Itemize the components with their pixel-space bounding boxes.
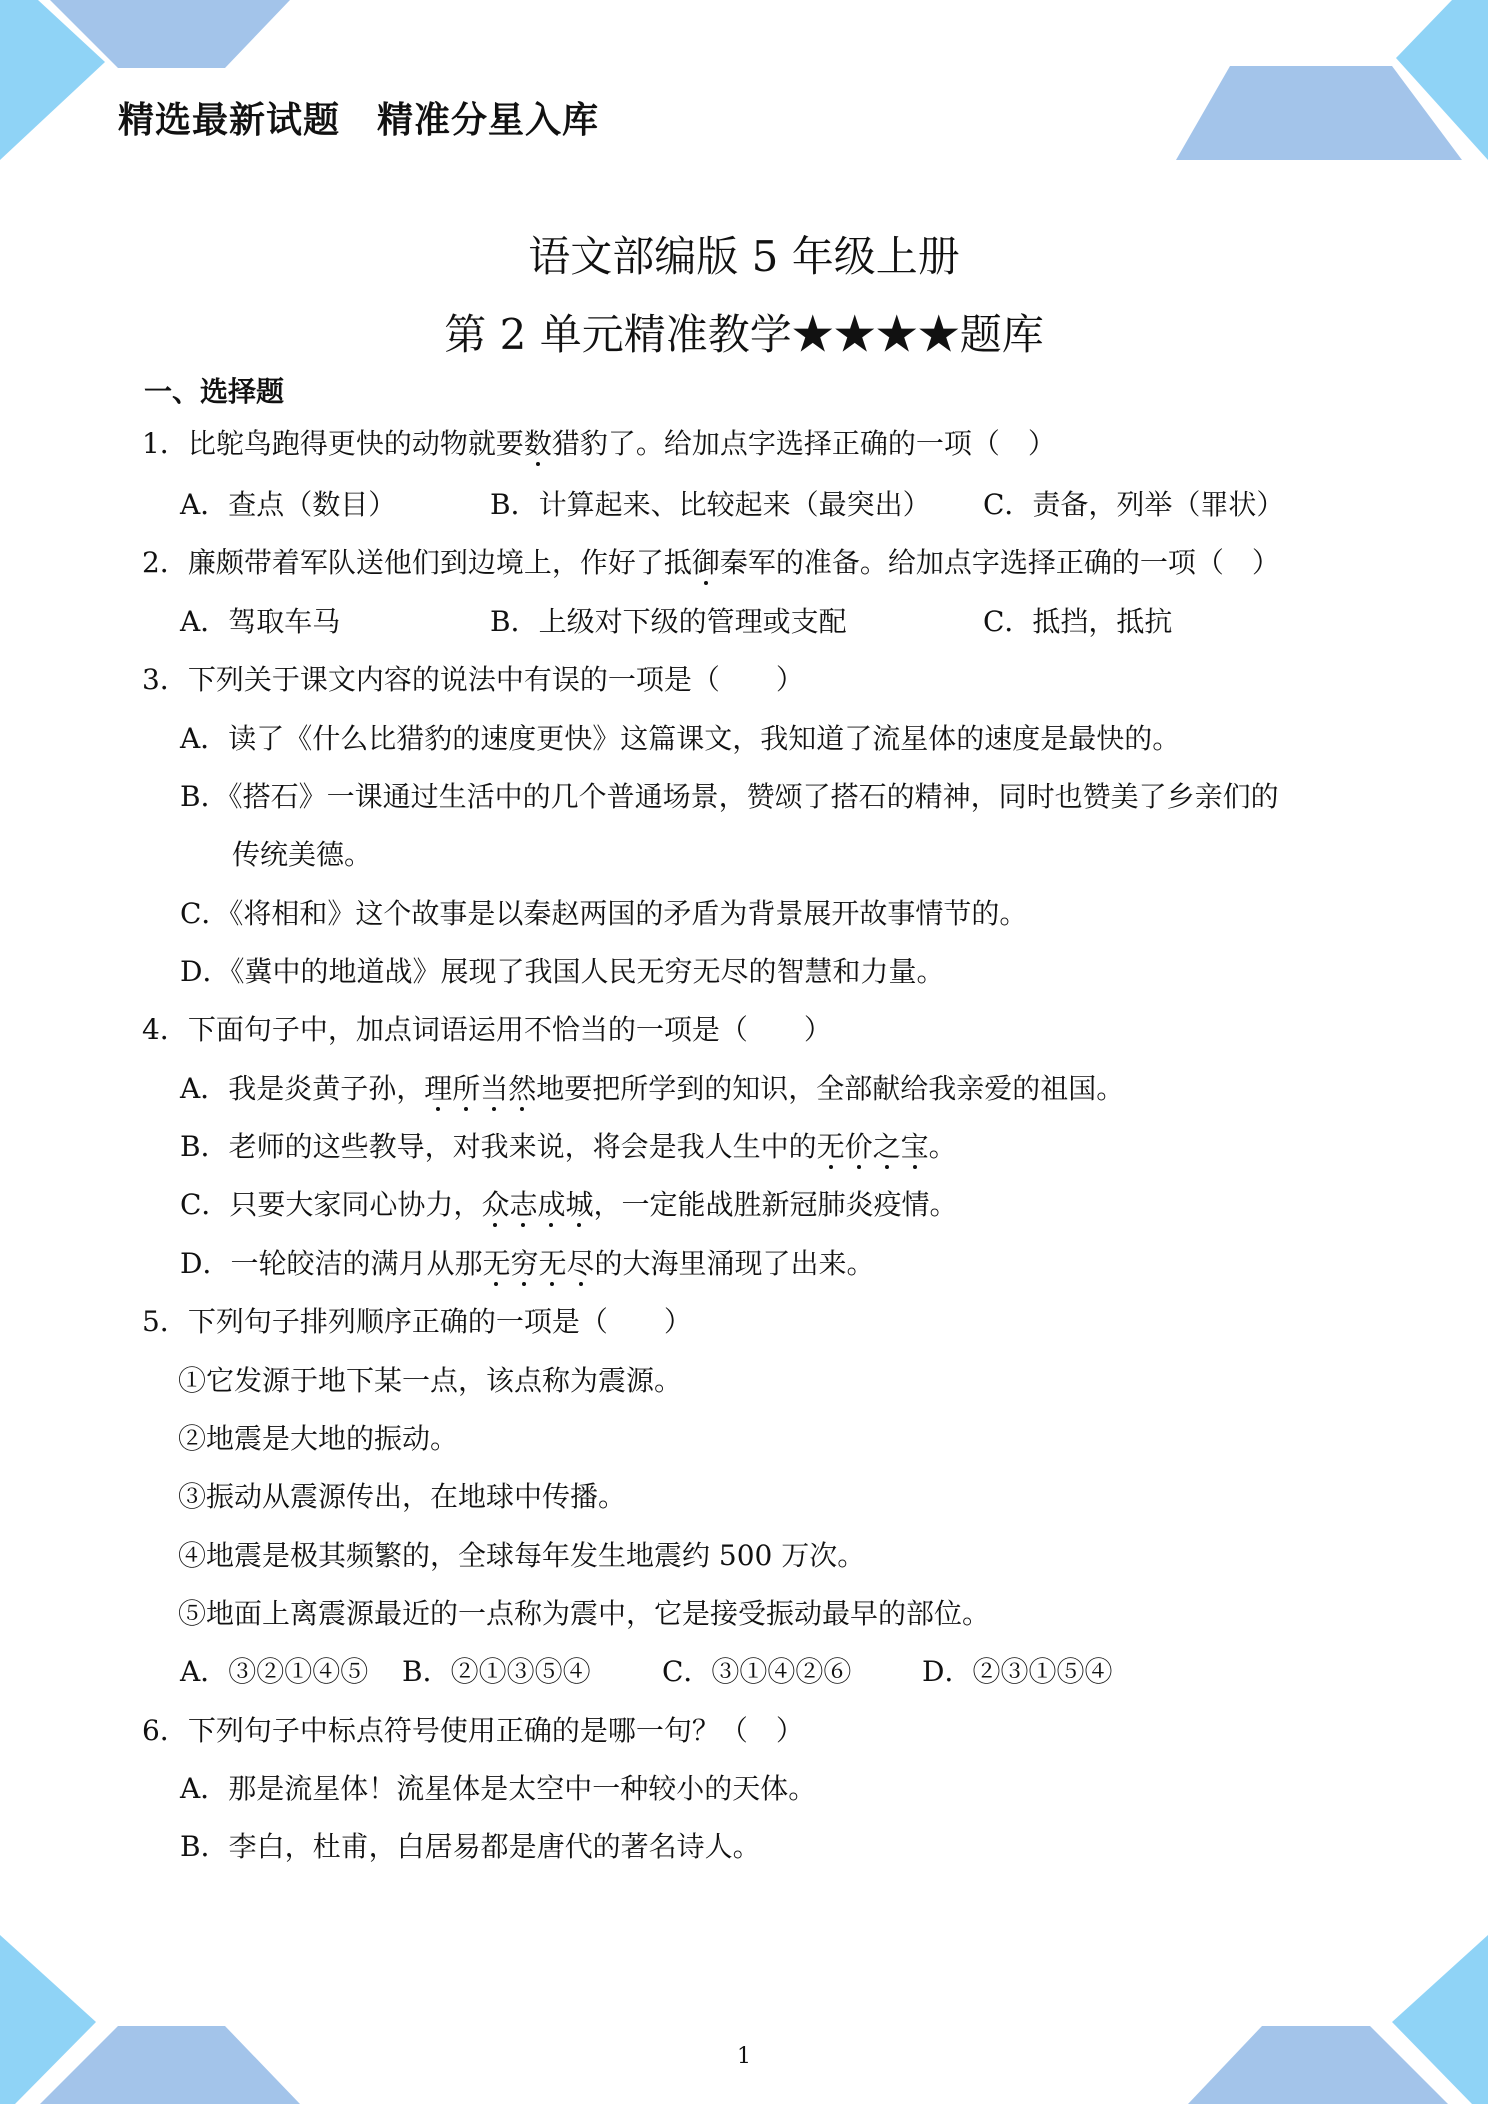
- dotted-word: [424, 1072, 536, 1105]
- header-slogan: 精选最新试题 精准分星入库: [118, 100, 600, 141]
- document-title: 语文部编版 5 年级上册: [528, 232, 960, 281]
- question-1-option-c: C．责备，列举（罪状）: [983, 488, 1285, 521]
- dotted-char: 成: [537, 1188, 566, 1221]
- question-6-option-a: A．那是流星体！流星体是太空中一种较小的天体。: [180, 1772, 817, 1805]
- question-4-stem: 4．下面句子中，加点词语运用不恰当的一项是（ ）: [142, 1013, 832, 1046]
- question-5-stem: 5．下列句子排列顺序正确的一项是（ ）: [142, 1305, 692, 1338]
- question-5-sentence-2: ②地震是大地的振动。: [178, 1422, 459, 1455]
- question-3-option-c: C．《将相和》这个故事是以秦赵两国的矛盾为背景展开故事情节的。: [180, 897, 1028, 930]
- question-5-option-a: A．③②①④⑤: [180, 1655, 369, 1688]
- question-1-option-b: B．计算起来、比较起来（最突出）: [490, 488, 931, 521]
- page-number: 1: [737, 2044, 751, 2069]
- question-6-stem: 6．下列句子中标点符号使用正确的是哪一句？（ ）: [142, 1714, 804, 1747]
- question-2-option-c: C．抵挡，抵抗: [983, 605, 1173, 638]
- dotted-char: 志: [509, 1188, 538, 1221]
- dotted-word: [817, 1130, 929, 1163]
- question-3-option-b-continued: 传统美德。: [232, 838, 373, 871]
- question-5-sentence-3: ③振动从震源传出，在地球中传播。: [178, 1480, 627, 1513]
- question-3-option-d: D．《冀中的地道战》展现了我国人民无穷无尽的智慧和力量。: [180, 955, 945, 988]
- question-5-sentence-1: ①它发源于地下某一点，该点称为震源。: [178, 1364, 683, 1397]
- question-5-option-b: B．②①③⑤④: [402, 1655, 591, 1688]
- dotted-char: 众: [481, 1188, 510, 1221]
- question-2-option-b: B．上级对下级的管理或支配: [490, 605, 847, 638]
- question-4-option-a: A．我是炎黄子孙，理所当然地要把所学到的知识，全部献给我亲爱的祖国。: [180, 1072, 1125, 1105]
- dotted-char: 当: [480, 1072, 509, 1105]
- question-4-option-c: C．只要大家同心协力，众志成城，一定能战胜新冠肺炎疫情。: [180, 1188, 958, 1221]
- question-6-option-b: B．李白，杜甫，白居易都是唐代的著名诗人。: [180, 1830, 761, 1863]
- question-3-stem: 3．下列关于课文内容的说法中有误的一项是（ ）: [142, 663, 804, 696]
- dotted-char: 穷: [510, 1247, 539, 1280]
- dotted-char: 宝: [900, 1130, 929, 1163]
- question-5-sentence-4: ④地震是极其频繁的，全球每年发生地震约 500 万次。: [178, 1539, 866, 1572]
- question-4-option-b: B．老师的这些教导，对我来说，将会是我人生中的无价之宝。: [180, 1130, 957, 1163]
- dotted-char: 价: [844, 1130, 873, 1163]
- question-1-stem: 1．比鸵鸟跑得更快的动物就要数猎豹了。给加点字选择正确的一项（ ）: [142, 427, 1056, 460]
- dotted-char: 御: [691, 546, 720, 579]
- dotted-char: 无: [482, 1247, 511, 1280]
- dotted-char: 无: [538, 1247, 567, 1280]
- question-5-sentence-5: ⑤地面上离震源最近的一点称为震中，它是接受振动最早的部位。: [178, 1597, 991, 1630]
- question-2-option-a: A．驾取车马: [180, 605, 341, 638]
- dotted-char: 尽: [566, 1247, 595, 1280]
- question-2-stem: 2．廉颇带着军队送他们到边境上，作好了抵御秦军的准备。给加点字选择正确的一项（ ）: [142, 546, 1280, 579]
- dotted-char: 然: [508, 1072, 537, 1105]
- dotted-char: 城: [565, 1188, 594, 1221]
- dotted-char: 所: [452, 1072, 481, 1105]
- question-3-option-b: B．《搭石》一课通过生活中的几个普通场景，赞颂了搭石的精神，同时也赞美了乡亲们的: [180, 780, 1279, 813]
- dotted-char: 无: [816, 1130, 845, 1163]
- document-subtitle: 第 2 单元精准教学★★★★题库: [444, 310, 1044, 359]
- dotted-char: 理: [424, 1072, 453, 1105]
- question-5-option-d: D．②③①⑤④: [922, 1655, 1113, 1688]
- dotted-char: 之: [872, 1130, 901, 1163]
- dotted-char: 数: [523, 427, 552, 460]
- dotted-word: [482, 1247, 594, 1280]
- section-heading: 一、选择题: [144, 375, 285, 408]
- dotted-word: [481, 1188, 593, 1221]
- question-4-option-d: D．一轮皎洁的满月从那无穷无尽的大海里涌现了出来。: [180, 1247, 875, 1280]
- question-3-option-a: A．读了《什么比猎豹的速度更快》这篇课文，我知道了流星体的速度是最快的。: [180, 722, 1181, 755]
- question-1-option-a: A．查点（数目）: [180, 488, 397, 521]
- question-5-option-c: C．③①④②⑥: [662, 1655, 852, 1688]
